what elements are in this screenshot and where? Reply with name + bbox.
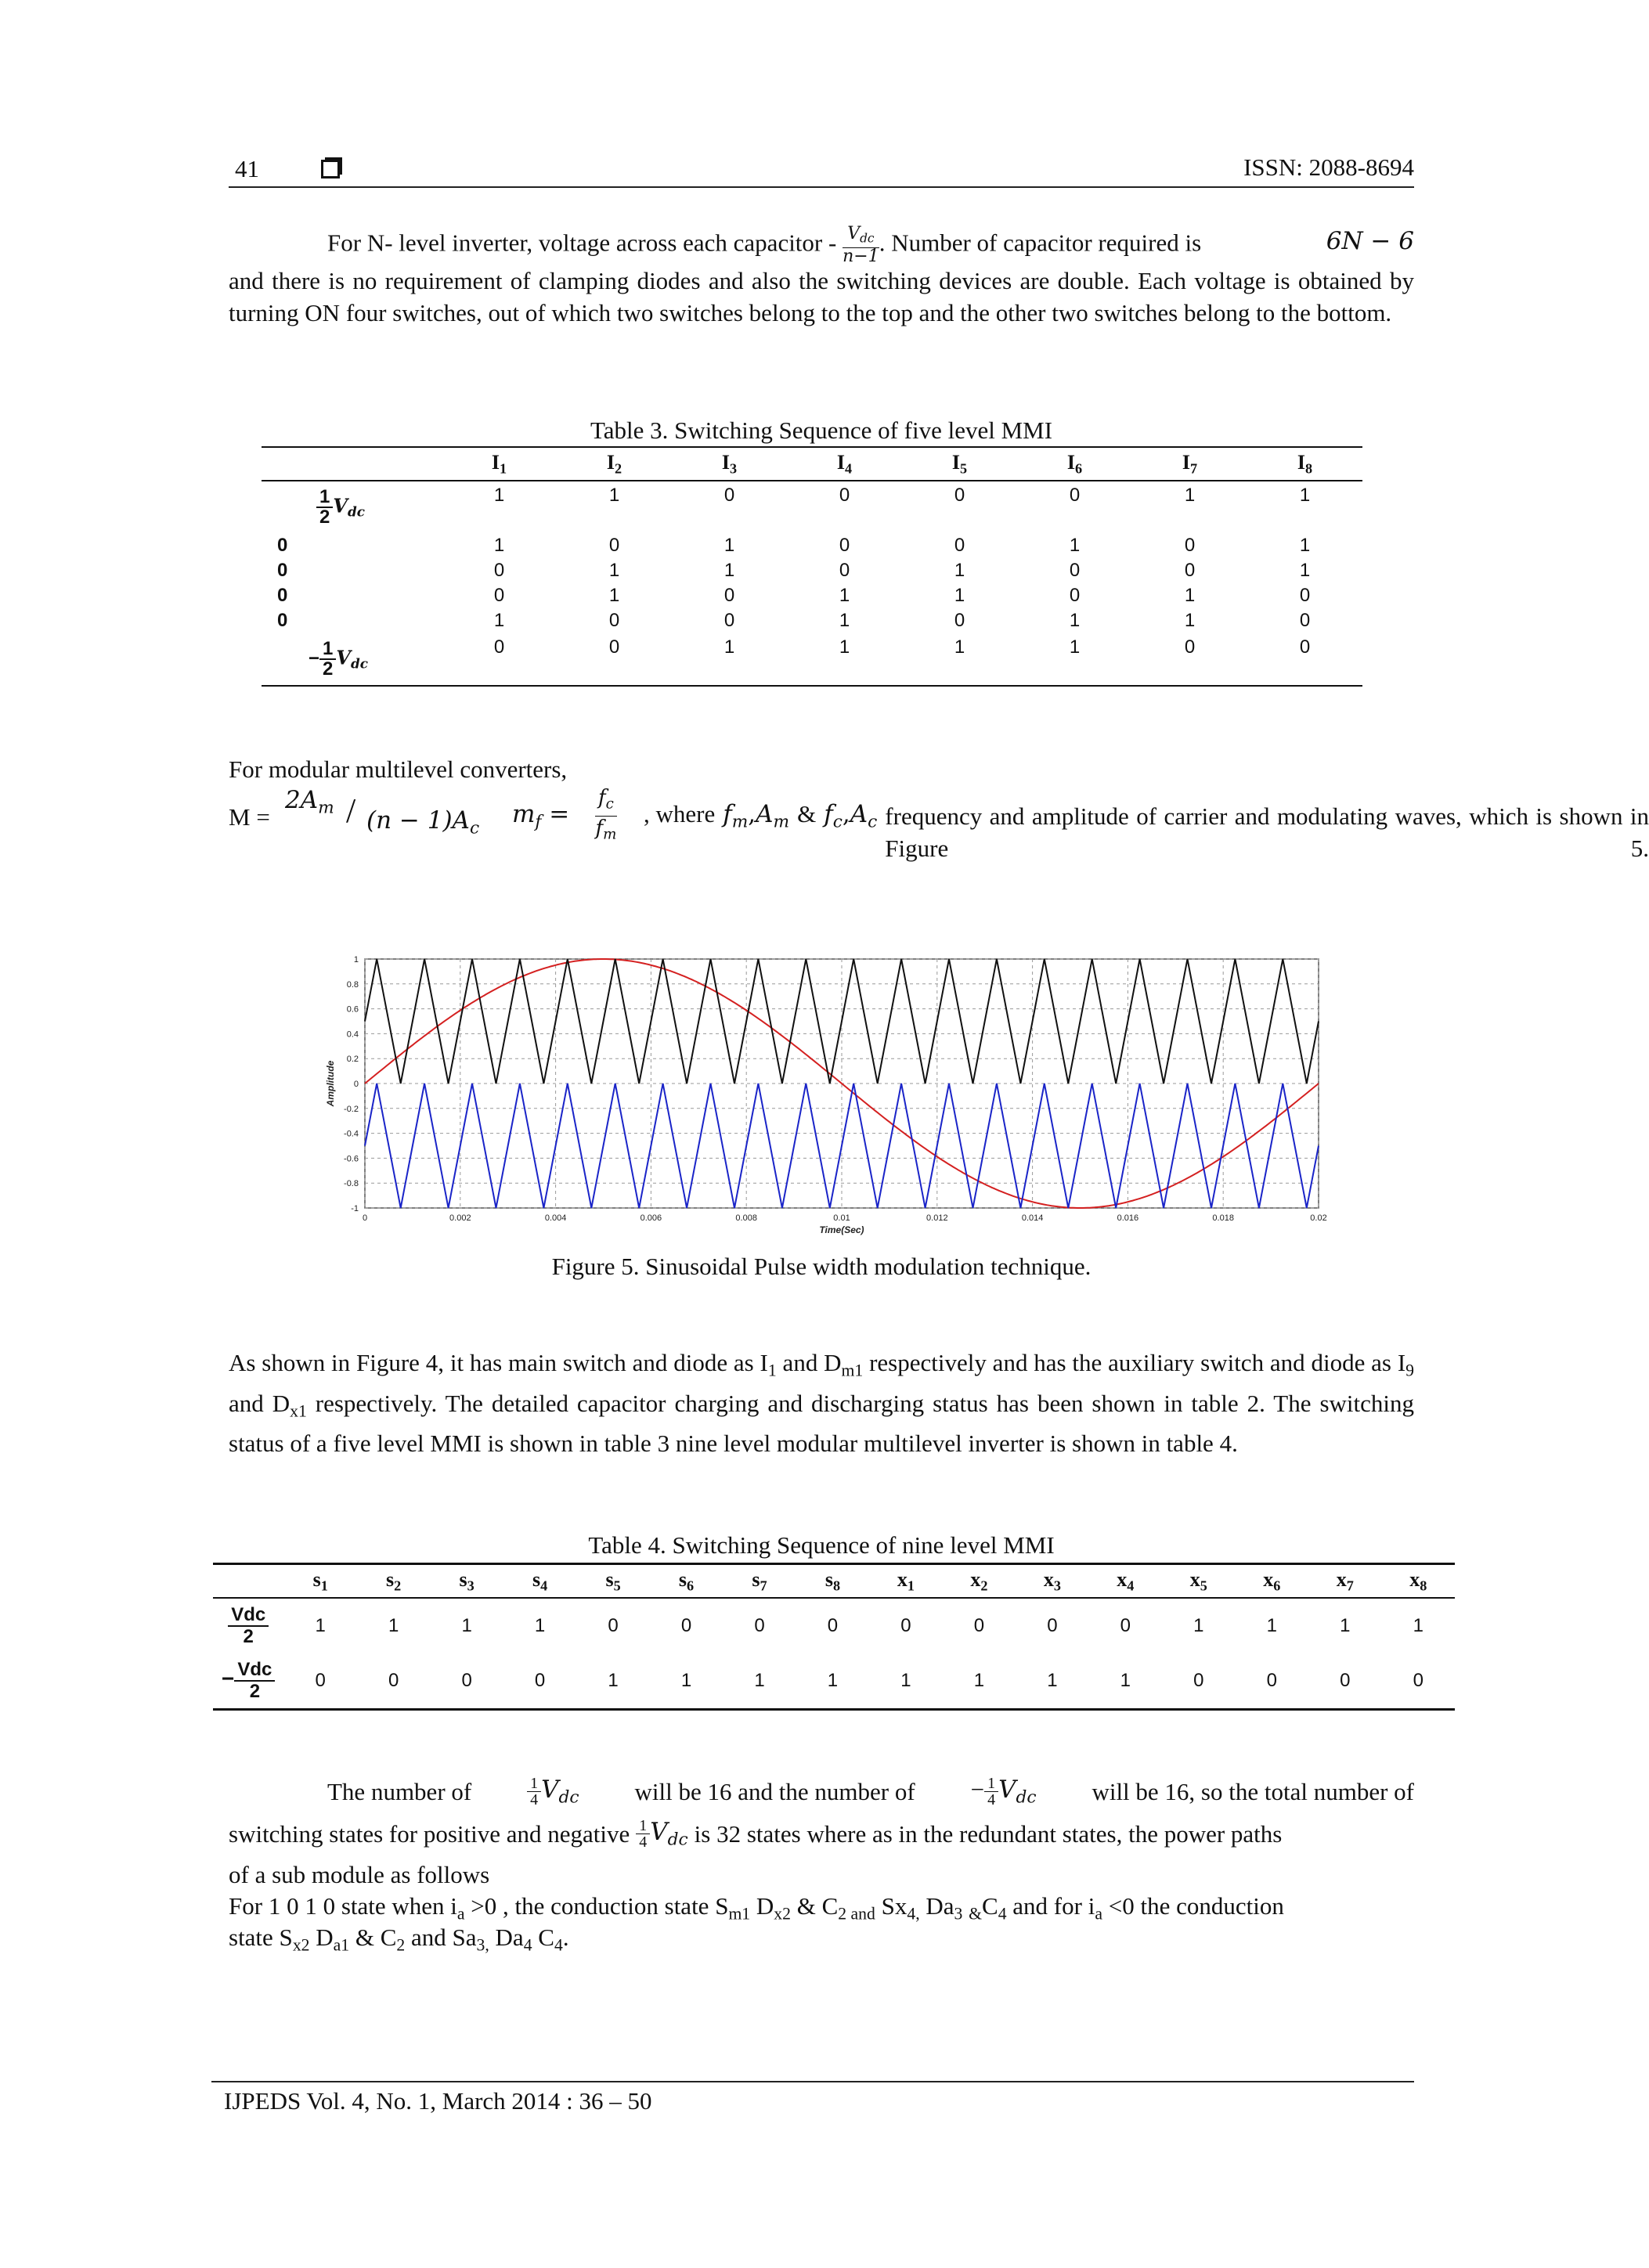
table4-cell: 1 xyxy=(1193,1615,1204,1637)
figure5-chart xyxy=(313,936,1331,1235)
table3-grid xyxy=(262,448,1362,685)
table3-cell: 0 xyxy=(723,610,735,632)
table3-cell: 1 xyxy=(1184,585,1196,607)
table4-cell: 1 xyxy=(900,1670,911,1692)
table3-col-header: $I_7$ xyxy=(1182,451,1198,477)
table3-cell: 1 xyxy=(608,585,620,607)
table3-cell: 0 xyxy=(839,485,850,507)
table4-col-header: $x_8$ xyxy=(1409,1568,1427,1594)
table3-row xyxy=(262,558,1362,583)
table3-cell: 0 xyxy=(1299,585,1311,607)
table4-col-header: $x_4$ xyxy=(1117,1568,1135,1594)
x-tick-label: 0.016 xyxy=(1117,1213,1139,1223)
table4 xyxy=(213,1563,1455,1711)
footer-text: IJPEDS Vol. 4, No. 1, March 2014 : 36 – 50 xyxy=(224,2087,652,2115)
y-tick-label: -0.8 xyxy=(344,1179,359,1189)
table4-cell: 0 xyxy=(827,1615,839,1637)
table4-row-label: − $\frac{\text{Vdc}}{2}$ xyxy=(213,1653,283,1708)
table3-corner xyxy=(262,448,442,481)
table4-cell: 1 xyxy=(1413,1615,1423,1637)
table3-cell: 1 xyxy=(954,560,965,582)
table4-col-header: $s_7$ xyxy=(752,1568,767,1594)
table3-cell: 0 xyxy=(1299,610,1311,632)
page-header xyxy=(229,153,1414,185)
table3-col-header: $I_3$ xyxy=(721,451,738,477)
table3-cell: 1 xyxy=(723,636,735,658)
x-tick-label: 0.01 xyxy=(833,1213,850,1223)
page-number: 41 xyxy=(235,155,259,182)
table3-cell: 0 xyxy=(1069,560,1081,582)
table3-cell: 1 xyxy=(1069,610,1081,632)
x-tick-label: 0.018 xyxy=(1212,1213,1234,1223)
table3-cell: 0 xyxy=(493,636,505,658)
p1-text-a: For N- level inverter, voltage across each capacitor - xyxy=(327,229,837,257)
table3-cell: 1 xyxy=(608,485,620,507)
table4-cell: 0 xyxy=(973,1615,985,1637)
table3-cell: 0 xyxy=(608,636,620,658)
issn-label: ISSN: 2088-8694 xyxy=(1243,153,1414,181)
table3-cell: 1 xyxy=(839,636,850,658)
table3-cell: 0 xyxy=(1069,485,1081,507)
paragraph-2-line-1: For modular multilevel converters, xyxy=(229,755,568,783)
x-tick-label: 0.008 xyxy=(735,1213,757,1223)
table4-cell: 0 xyxy=(1047,1615,1058,1637)
table3-cell: 0 xyxy=(954,610,965,632)
table3-cell: 1 xyxy=(954,585,965,607)
figure5-caption: Figure 5. Sinusoidal Pulse width modulation technique. xyxy=(551,1253,1092,1280)
table4-cell: 1 xyxy=(754,1670,765,1692)
table3-col-header: $I_4$ xyxy=(836,451,853,477)
x-tick-label: 0.002 xyxy=(449,1213,471,1223)
table4-cell: 0 xyxy=(1266,1670,1277,1692)
y-tick-label: -0.4 xyxy=(344,1129,359,1139)
table3-cell: 0 xyxy=(608,610,620,632)
table4-col-header: $x_6$ xyxy=(1263,1568,1281,1594)
table4-cell: 1 xyxy=(973,1670,985,1692)
figure5 xyxy=(313,936,1331,1235)
table3-row xyxy=(262,633,1362,685)
table3-row-label: 0 xyxy=(277,610,288,632)
table3-cell: 0 xyxy=(1069,585,1081,607)
table4-corner xyxy=(213,1565,283,1598)
table3-cell: 1 xyxy=(723,535,735,557)
x-axis-label: Time(Sec) xyxy=(819,1224,864,1235)
table3 xyxy=(262,446,1362,687)
table3-cell: 0 xyxy=(954,535,965,557)
table3-row xyxy=(262,533,1362,558)
table3-cell: 1 xyxy=(839,610,850,632)
table3-cell: 1 xyxy=(493,610,505,632)
table4-cell: 1 xyxy=(388,1615,399,1637)
x-tick-label: 0.004 xyxy=(544,1213,567,1223)
table4-cell: 0 xyxy=(1340,1670,1351,1692)
table3-row-label: 0 xyxy=(277,560,288,582)
table3-row-label: 0 xyxy=(277,585,288,607)
table4-row xyxy=(213,1653,1455,1708)
table4-cell: 0 xyxy=(534,1670,546,1692)
table3-col-header: $I_2$ xyxy=(606,451,622,477)
table3-row-label: 0 xyxy=(277,535,288,557)
y-tick-label: 0.2 xyxy=(346,1055,359,1065)
table3-col-header: $I_6$ xyxy=(1066,451,1083,477)
table4-cell: 0 xyxy=(608,1615,619,1637)
x-tick-label: 0.006 xyxy=(640,1213,662,1223)
table3-cell: 1 xyxy=(1299,535,1311,557)
table4-cell: 0 xyxy=(1413,1670,1423,1692)
table3-cell: 0 xyxy=(1299,636,1311,658)
table4-cell: 1 xyxy=(1340,1615,1351,1637)
table4-cell: 0 xyxy=(1120,1615,1131,1637)
table4-col-header: $s_3$ xyxy=(459,1568,474,1594)
table4-cell: 0 xyxy=(900,1615,911,1637)
table3-row xyxy=(262,608,1362,633)
table4-col-header: $s_8$ xyxy=(824,1568,841,1594)
table4-cell: 1 xyxy=(315,1615,326,1637)
table3-cell: 0 xyxy=(723,485,735,507)
table4-col-header: $s_6$ xyxy=(678,1568,695,1594)
table3-cell: 0 xyxy=(839,535,850,557)
table4-row xyxy=(213,1598,1455,1653)
table4-col-header: $s_5$ xyxy=(605,1568,621,1594)
footer-rule xyxy=(211,2081,1414,2082)
table3-col-header: $I_1$ xyxy=(491,451,507,477)
y-tick-label: -0.2 xyxy=(344,1104,359,1114)
table3-cell: 1 xyxy=(608,560,620,582)
table3-cell: 1 xyxy=(493,485,505,507)
table3-cell: 1 xyxy=(1184,485,1196,507)
table4-row-label: $\frac{\text{Vdc}}{2}$ xyxy=(213,1598,283,1653)
p1-fraction: $\frac{V_{dc}}{n-1}$ xyxy=(843,224,879,266)
table3-cell: 0 xyxy=(1184,535,1196,557)
table4-cell: 1 xyxy=(827,1670,839,1692)
table3-cell: 1 xyxy=(1299,485,1311,507)
square-bullet-icon xyxy=(321,160,340,178)
table4-cell: 1 xyxy=(534,1615,546,1637)
table4-cell: 1 xyxy=(461,1615,472,1637)
table3-cell: 0 xyxy=(1184,560,1196,582)
table3-row xyxy=(262,583,1362,608)
y-tick-label: 0 xyxy=(353,1080,359,1089)
table3-col-header: $I_8$ xyxy=(1297,451,1313,477)
table4-cell: 0 xyxy=(680,1615,692,1637)
table4-col-header: $s_4$ xyxy=(532,1568,548,1594)
y-tick-label: 0.6 xyxy=(346,1004,359,1015)
table3-cell: 1 xyxy=(723,560,735,582)
x-tick-label: 0.014 xyxy=(1021,1213,1044,1223)
table4-col-header: $x_5$ xyxy=(1189,1568,1207,1594)
table4-cell: 1 xyxy=(680,1670,692,1692)
table3-header-row xyxy=(262,448,1362,481)
table3-cell: 0 xyxy=(723,585,735,607)
table3-cell: 1 xyxy=(1184,610,1196,632)
table4-cell: 0 xyxy=(315,1670,326,1692)
table4-cell: 0 xyxy=(754,1615,765,1637)
table4-col-header: $s_1$ xyxy=(312,1568,328,1594)
paragraph-4-line-3: of a sub module as follows xyxy=(229,1861,490,1888)
table3-row-label: − $\frac{1}{2}$ $V_{dc}$ xyxy=(309,638,368,680)
table3-col-header: $I_5$ xyxy=(951,451,968,477)
x-tick-label: 0.02 xyxy=(1310,1213,1327,1223)
table4-cell: 0 xyxy=(1193,1670,1204,1692)
y-tick-label: 1 xyxy=(353,955,359,965)
x-tick-label: 0.012 xyxy=(926,1213,948,1223)
table3-cell: 0 xyxy=(839,560,850,582)
paragraph-3: As shown in Figure 4, it has main switch and diode as $I_1$ and $D_{m1}$ respectively and has the auxiliary switch and diode as $I_9$ and $D_{x1}$ respectively. The detailed capacitor charging and discharging status has been shown in table 2. The switching status of a five level MMI is shown in table 3 nine level modular multilevel inverter is shown in table 4. xyxy=(229,1349,1414,1457)
table4-col-header: $x_7$ xyxy=(1336,1568,1354,1594)
table3-cell: 0 xyxy=(954,485,965,507)
table3-cell: 1 xyxy=(1069,636,1081,658)
table3-cell: 1 xyxy=(954,636,965,658)
paragraph-4-line-4: For 1 0 1 0 state when $i_a >0$ , the conduction state $S_{m1}$ $D_{x2}$ & $C_{2 and}$ $Sx_{4,}$ $Da_3$ $_{\&}C_4$ and for $i_a <0$ the conduction xyxy=(229,1892,1284,1924)
table4-col-header: $x_2$ xyxy=(970,1568,988,1594)
table4-cell: 1 xyxy=(1266,1615,1277,1637)
y-tick-label: -1 xyxy=(351,1204,359,1213)
table4-cell: 1 xyxy=(1047,1670,1058,1692)
table3-cell: 0 xyxy=(493,585,505,607)
y-axis-label: Amplitude xyxy=(325,1060,336,1107)
header-rule xyxy=(229,186,1414,188)
x-tick-label: 0 xyxy=(362,1213,368,1223)
table3-caption: Table 3. Switching Sequence of five level MMI xyxy=(590,416,1053,444)
paragraph-4-line-1: The number of $\frac{1}{4}$ $V_{dc}$ will be 16 and the number of − $\frac{1}{4}$ $V_{dc}$ will be 16, so the total number of xyxy=(327,1775,1414,1809)
paragraph-4-line-2: switching states for positive and negative $\frac{1}{4}$ $V_{dc}$ is 32 states where as in the redundant states, the power paths xyxy=(229,1817,1283,1852)
y-tick-label: 0.4 xyxy=(346,1029,359,1040)
table3-cell: 0 xyxy=(608,535,620,557)
table4-col-header: $x_1$ xyxy=(897,1568,915,1594)
table4-caption: Table 4. Switching Sequence of nine level MMI xyxy=(588,1531,1055,1559)
table4-header-row xyxy=(213,1565,1455,1598)
p1-text-b: . Number of capacitor required is xyxy=(879,229,1202,257)
table3-cell: 1 xyxy=(1069,535,1081,557)
table3-cell: 1 xyxy=(1299,560,1311,582)
table4-cell: 0 xyxy=(461,1670,472,1692)
table4-col-header: $s_2$ xyxy=(386,1568,402,1594)
table3-cell: 0 xyxy=(493,560,505,582)
table4-cell: 0 xyxy=(388,1670,399,1692)
paragraph-1-line-1 xyxy=(327,225,1414,265)
table3-row xyxy=(262,481,1362,533)
y-tick-label: 0.8 xyxy=(346,979,359,990)
paragraph-1-rest: and there is no requirement of clamping diodes and also the switching devices are double. Each voltage is obtained by turning ON four switches, out of which two switches belong to the top and the other two switches belong to the bottom. xyxy=(229,267,1414,326)
table3-cell: 0 xyxy=(1184,636,1196,658)
table4-grid xyxy=(213,1565,1455,1708)
table3-row-label: $\frac{1}{2}$ $V_{dc}$ xyxy=(262,481,442,533)
p1-formula: 6N − 6 xyxy=(1326,227,1414,255)
paragraph-4-line-5: state $S_{x2}$ $D_{a1}$ & $C_2$ and $Sa_{3,}$ $Da_4$ $C_4$. xyxy=(229,1924,569,1955)
table4-cell: 1 xyxy=(1120,1670,1131,1692)
table4-cell: 1 xyxy=(608,1670,619,1692)
table3-cell: 1 xyxy=(493,535,505,557)
paragraph-2-formula-line: M = $2A_m$ / $(n - 1)A_c$ $m_f$ = $\frac{f_c}{f_m}$ , where $f_m,A_m$ & $f_c,A_c$ frequency and amplitude of carrier and modulating waves, which is shown in Figure 5. xyxy=(229,786,1649,862)
y-tick-label: -0.6 xyxy=(344,1154,359,1164)
table4-col-header: $x_3$ xyxy=(1043,1568,1061,1594)
table3-cell: 1 xyxy=(839,585,850,607)
